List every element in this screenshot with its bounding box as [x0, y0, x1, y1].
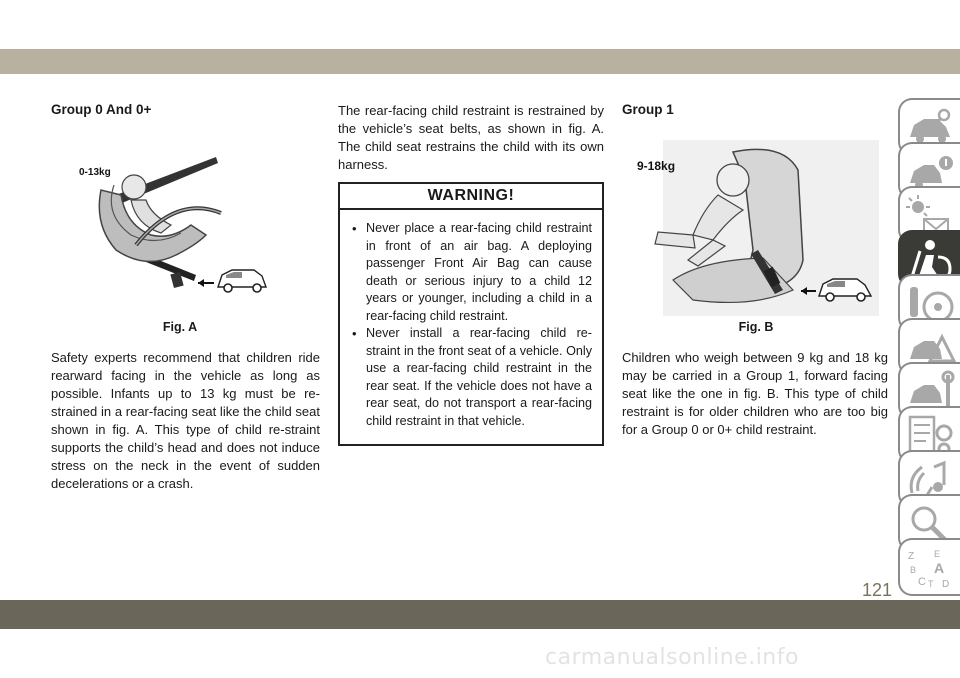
index-letters-icon: [904, 545, 958, 593]
warning-item: • Never install a rear-facing child re-straint in the front seat of a vehicle. Only use a rear-facing child restraint in the rear seat. If the vehicle does not have a rear seat, do not transport a rear-facing child restraint in that vehicle.: [352, 325, 592, 430]
tab-index[interactable]: [898, 538, 960, 596]
index-letter: A: [934, 560, 945, 576]
figure-a-caption: Fig. A: [162, 320, 198, 334]
warning-item: • Never place a rear-facing child restraint in front of an air bag. A deploying passenger Front Air Bag can cause death or serious injury to a child 12 years or younger, including a child in a rear-facing child restraint.: [352, 220, 592, 325]
footer-band: [0, 600, 960, 629]
index-letter: Z: [908, 551, 915, 562]
warning-box: [338, 182, 604, 446]
index-letter: E: [934, 549, 941, 559]
figure-b-weight-label: 9-18kg: [637, 159, 676, 173]
watermark: [0, 629, 960, 678]
figure-a-weight-label: 0-13kg: [79, 167, 111, 178]
middle-paragraph: The rear-facing child restraint is restrained by the vehicle’s seat belts, as shown in fig. A. The child seat restrains the child with its own harness.: [338, 103, 604, 172]
right-paragraph: Children who weigh between 9 kg and 18 kg may be carried in a Group 1, forward facing seat like the one in fig. B. This type of child restraint is for older children who are too big for a Group 0 or 0+ child restraint.: [622, 350, 888, 437]
warning-title: WARNING!: [340, 184, 602, 210]
figure-b-caption: Fig. B: [738, 320, 774, 334]
figure-b-forward-facing-seat: [633, 140, 879, 316]
watermark-text: carmanualsonline.info: [545, 645, 799, 670]
index-letter: D: [942, 579, 950, 590]
page-number: 121: [862, 580, 893, 600]
section-heading-group-1: Group 1: [622, 102, 674, 117]
section-heading-group-0: Group 0 And 0+: [51, 102, 152, 117]
index-letter: C: [918, 576, 926, 588]
index-letter: T: [928, 579, 934, 589]
left-paragraph: Safety experts recommend that children ride rearward facing in the vehicle as long as possible. Infants up to 13 kg must be re-strained in a rear-facing seat like the child seat shown in fig. A. This type of child re-straint supports the child’s head and does not induce stress on the neck in the event of sudden decelerations or a crash.: [51, 350, 320, 491]
warning-list: [340, 210, 602, 430]
figure-a-rear-facing-seat: [76, 155, 276, 315]
header-band: [0, 49, 960, 74]
index-letter: B: [910, 565, 917, 575]
